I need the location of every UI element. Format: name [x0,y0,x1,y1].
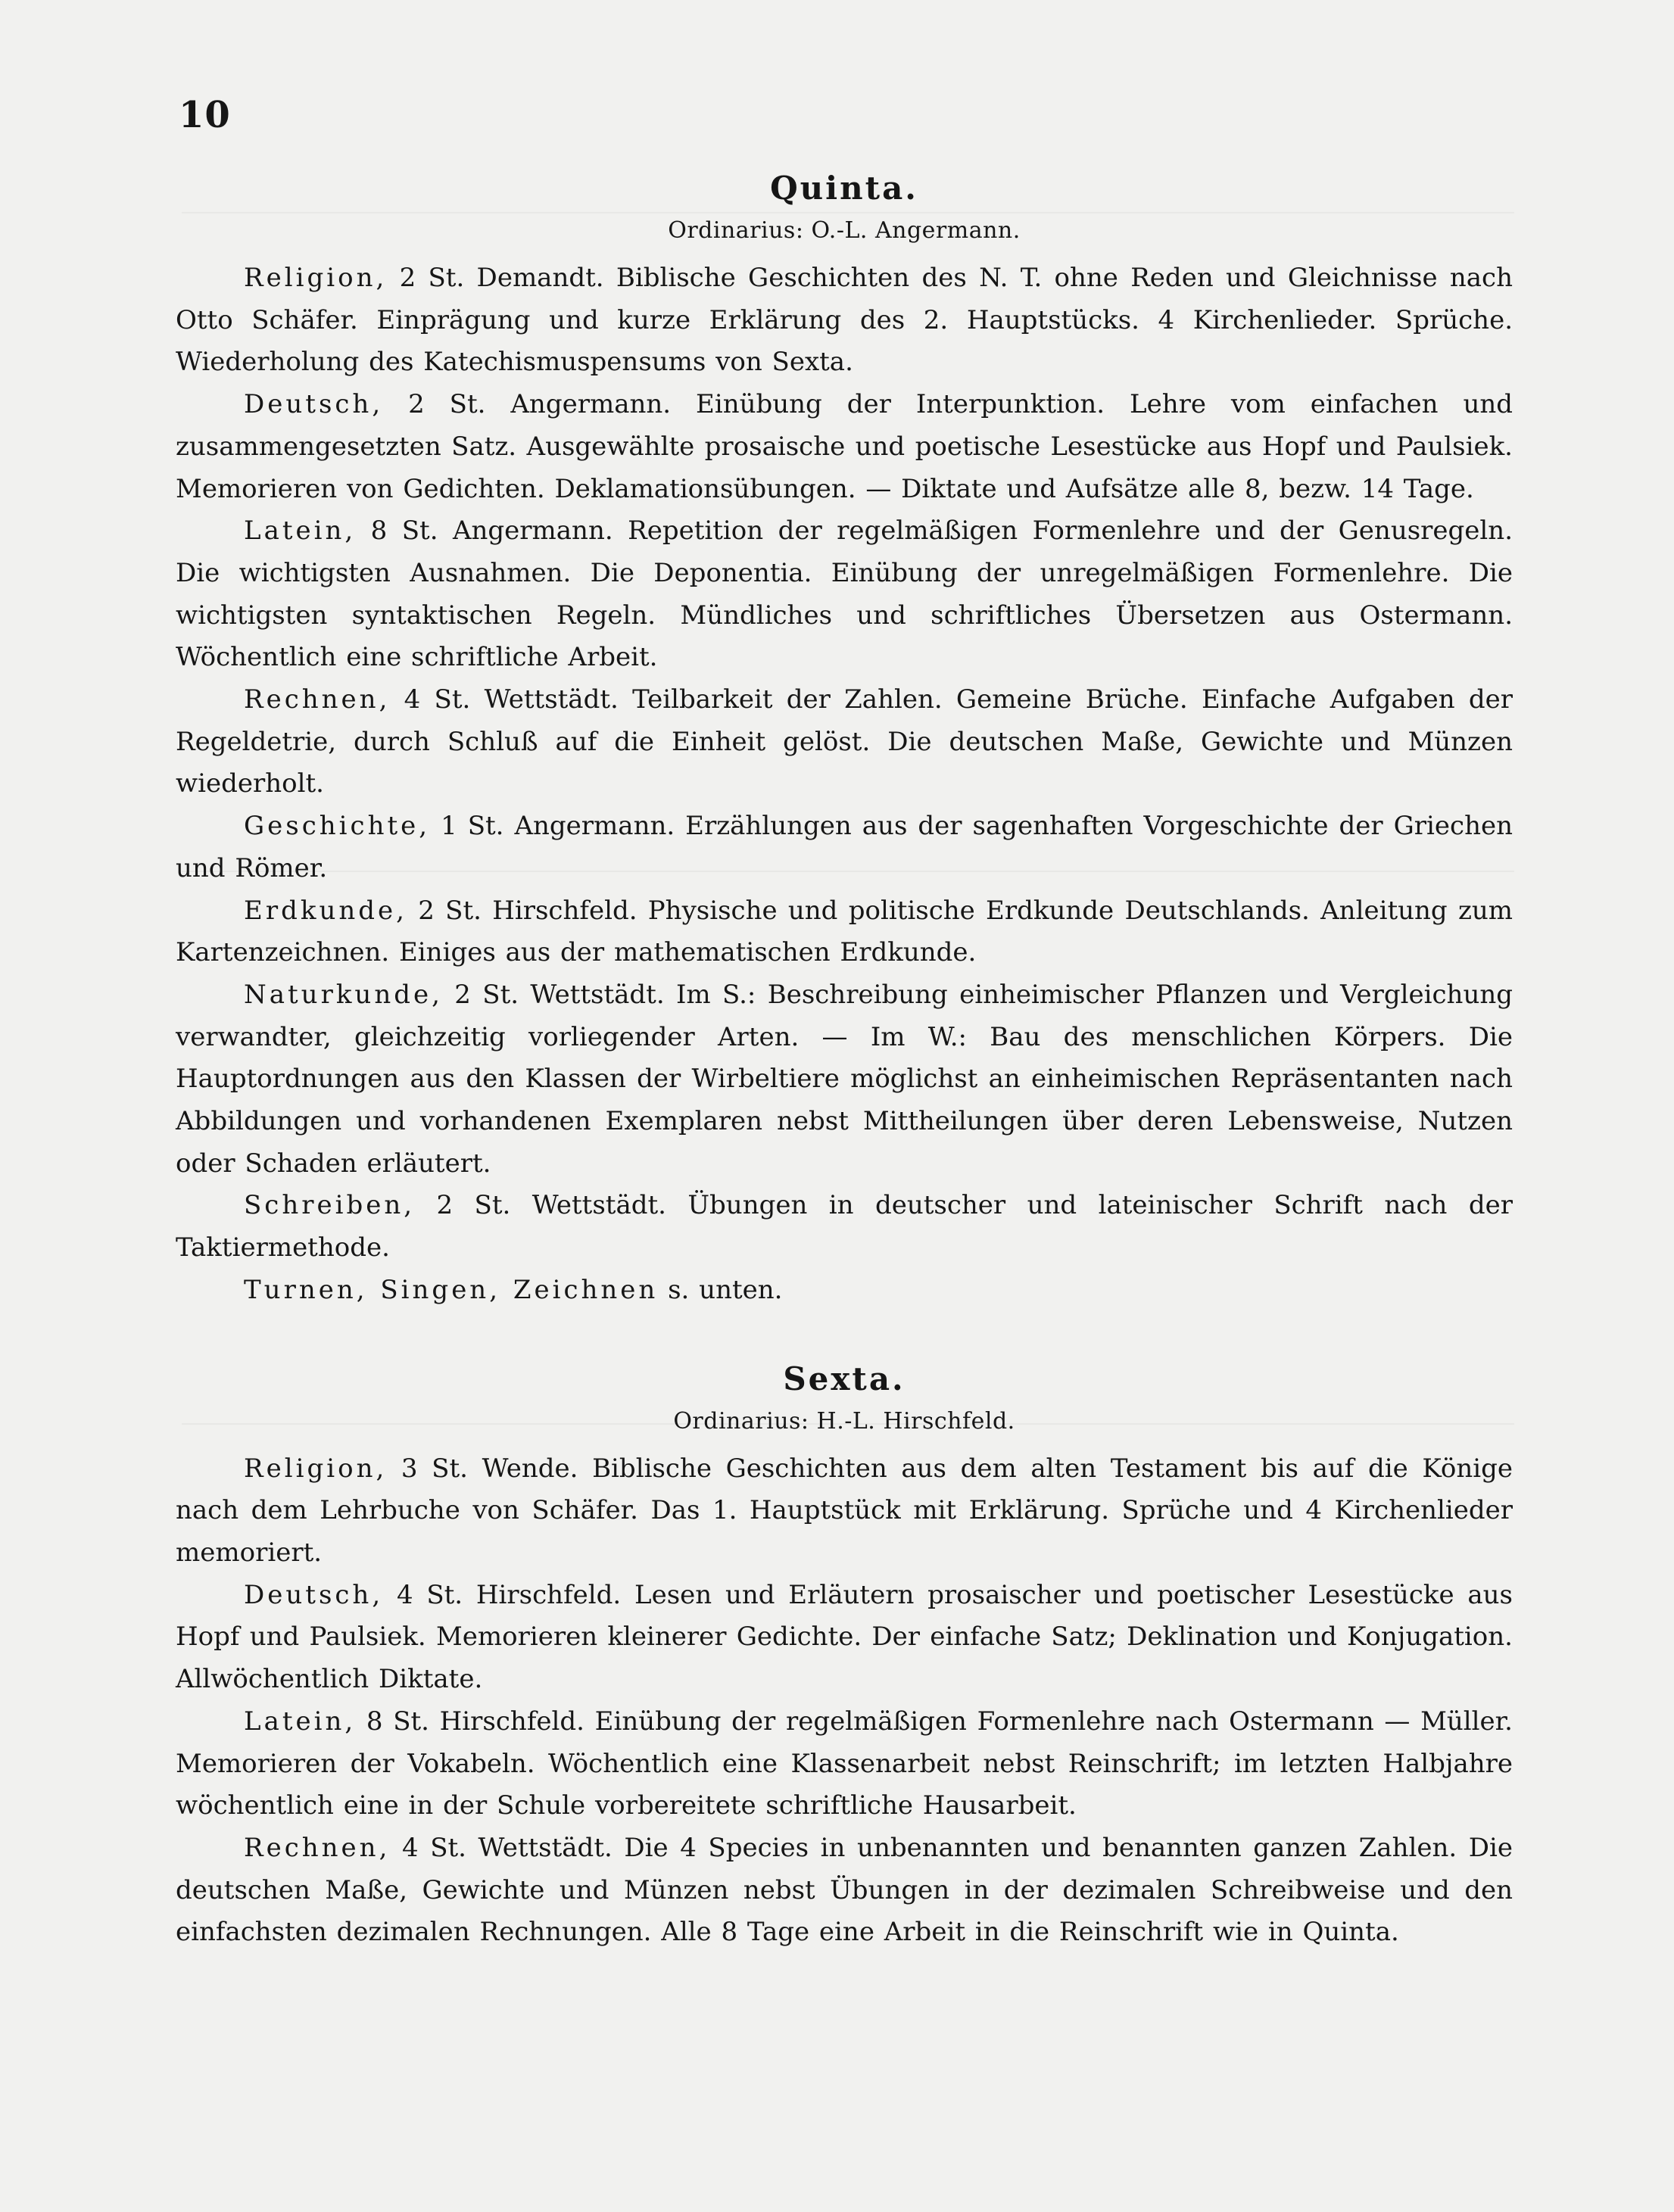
page-number: 10 [179,94,231,136]
subject-name: Deutsch, [244,389,384,420]
subject-text: s. unten. [668,1274,783,1305]
subject-paragraph [176,890,1513,974]
subject-text: 4 St. Wettstädt. Die 4 Species in unbenannten und benannten ganzen Zahlen. Die deutschen Maße, Gewichte und Münzen nebst Übungen in der dezimalen Schreibweise und den einfachsten dezimalen Rechnungen. Alle 8 Tage eine Arbeit in die Reinschrift wie in Quinta. [176,1832,1513,1948]
subject-name: Religion, [244,263,388,293]
subject-paragraph [176,805,1513,889]
subject-name: Latein, [244,516,357,547]
subject-text: 2 St. Demandt. Biblische Geschichten des N. T. ohne Reden und Gleichnisse nach Otto Schäfer. Einprägung und kurze Erklärung des 2. Hauptstücks. 4 Kirchenlieder. Sprüche. Wiederholung des Katechismuspensums von Sexta. [176,263,1513,378]
subject-name: Religion, [244,1453,388,1484]
subject-paragraph [176,974,1513,1185]
subject-paragraph [176,679,1513,805]
subject-paragraph [176,1827,1513,1954]
section-title-quinta: Quinta. [770,170,918,207]
subject-text: 1 St. Angermann. Erzählungen aus der sagenhaften Vorgeschichte der Griechen und Römer. [176,811,1513,883]
ordinarius-sexta: Ordinarius: H.-L. Hirschfeld. [673,1407,1015,1435]
subject-name: Geschichte, [244,811,431,842]
page-content [176,167,1513,1954]
subject-name: Deutsch, [244,1579,384,1610]
subject-name: Rechnen, [244,684,391,715]
quinta-section [176,167,1513,1312]
sexta-section [176,1357,1513,1954]
subject-paragraph [176,1448,1513,1575]
subject-paragraph [176,1701,1513,1827]
subject-text: 8 St. Angermann. Repetition der regelmäßigen Formenlehre und der Genusregeln. Die wichtigsten Ausnahmen. Die Deponentia. Einübung der unregelmäßigen Formenlehre. Die wichtigsten syntaktischen Regeln. Mündliches und schriftliches Übersetzen aus Ostermann. Wöchentlich eine schriftliche Arbeit. [176,516,1513,673]
subject-name: Erdkunde, [244,895,407,926]
subject-text: 2 St. Wettstädt. Im S.: Beschreibung einheimischer Pflanzen und Vergleichung verwandter, gleichzeitig vorliegender Arten. — Im W.: Bau des menschlichen Körpers. Die Hauptordnungen aus den Klassen der Wirbeltiere möglichst an einheimischen Repräsentanten nach Abbildungen und vorhandenen Exemplaren nebst Mittheilungen über deren Lebensweise, Nutzen oder Schaden erläutert. [176,979,1513,1179]
subject-paragraph [176,257,1513,384]
section-title-sexta: Sexta. [783,1360,906,1397]
subject-paragraph [176,1575,1513,1701]
subject-name: Naturkunde, [244,979,443,1010]
subject-name: Turnen, Singen, Zeichnen [244,1274,659,1305]
subject-text: 4 St. Wettstädt. Teilbarkeit der Zahlen. Gemeine Brüche. Einfache Aufgaben der Regeldetrie, durch Schluß auf die Einheit gelöst. Die deutschen Maße, Gewichte und Münzen wiederholt. [176,684,1513,799]
ordinarius-quinta: Ordinarius: O.-L. Angermann. [668,217,1021,244]
subject-paragraph [176,510,1513,679]
subject-name: Latein, [244,1706,357,1737]
subject-text: 2 St. Angermann. Einübung der Interpunktion. Lehre vom einfachen und zusammengesetzten Satz. Ausgewählte prosaische und poetische Lesestücke aus Hopf und Paulsiek. Memorieren von Gedichten. Deklamationsübungen. — Diktate und Aufsätze alle 8, bezw. 14 Tage. [176,389,1513,504]
subject-text: 2 St. Wettstädt. Übungen in deutscher und lateinischer Schrift nach der Taktiermethode. [176,1190,1513,1263]
subject-paragraph [176,1270,1513,1312]
subject-text: 8 St. Hirschfeld. Einübung der regelmäßigen Formenlehre nach Ostermann — Müller. Memorieren der Vokabeln. Wöchentlich eine Klassenarbeit nebst Reinschrift; im letzten Halbjahre wöchentlich eine in der Schule vorbereitete schriftliche Hausarbeit. [176,1706,1513,1821]
subject-paragraph [176,1185,1513,1269]
subject-text: 4 St. Hirschfeld. Lesen und Erläutern prosaischer und poetischer Lesestücke aus Hopf und Paulsiek. Memorieren kleinerer Gedichte. Der einfache Satz; Deklination und Konjugation. Allwöchentlich Diktate. [176,1579,1513,1695]
subject-text: 3 St. Wende. Biblische Geschichten aus dem alten Testament bis auf die Könige nach dem Lehrbuche von Schäfer. Das 1. Hauptstück mit Erklärung. Sprüche und 4 Kirchenlieder memoriert. [176,1453,1513,1568]
subject-name: Rechnen, [244,1832,391,1863]
subject-text: 2 St. Hirschfeld. Physische und politische Erdkunde Deutschlands. Anleitung zum Kartenzeichnen. Einiges aus der mathematischen Erdkunde. [176,895,1513,968]
subject-name: Schreiben, [244,1190,416,1221]
subject-paragraph [176,384,1513,510]
